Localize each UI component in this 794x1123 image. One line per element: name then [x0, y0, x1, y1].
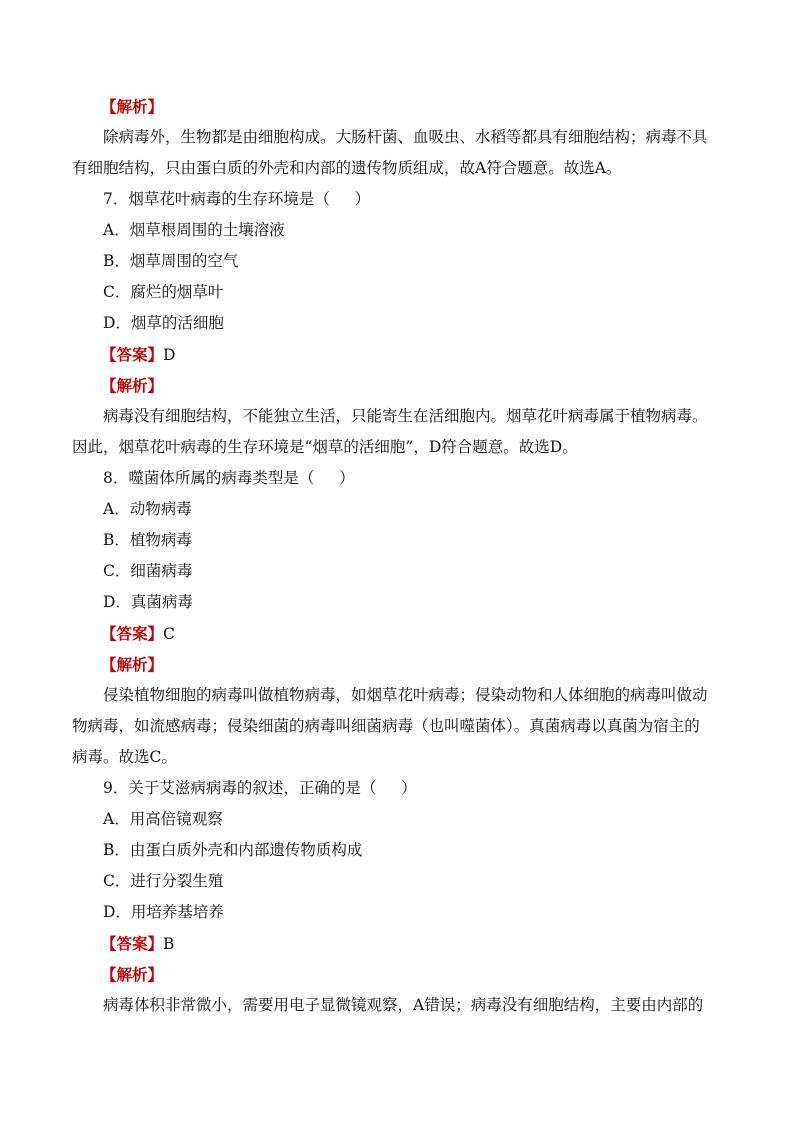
analysis-tag: 【解析】	[101, 97, 164, 116]
question-7-option-d: D．烟草的活细胞	[103, 314, 224, 332]
question-stem-close: ）	[401, 779, 417, 797]
question-9-stem	[72, 773, 732, 804]
question-9-analysis-tag-line	[72, 959, 732, 990]
answer-value: D	[163, 346, 176, 364]
analysis-tag: 【解析】	[101, 655, 164, 674]
analysis-text-line: 有细胞结构，只由蛋白质的外壳和内部的遗传物质组成，故A符合题意。故选A。	[72, 159, 622, 177]
question-8-option-a: A．动物病毒	[103, 500, 192, 518]
question-7-option-b: B．烟草周围的空气	[103, 252, 239, 270]
question-7-option-a: A．烟草根周围的土壤溶液	[103, 221, 285, 239]
question-stem-text: 8．噬菌体所属的病毒类型是（	[103, 469, 315, 487]
question-stem-text: 7．烟草花叶病毒的生存环境是（	[103, 190, 330, 208]
question-7-answer-line	[72, 339, 732, 370]
analysis-text-line: 侵染植物细胞的病毒叫做植物病毒，如烟草花叶病毒；侵染动物和人体细胞的病毒叫做动	[103, 686, 708, 704]
answer-value: C	[163, 625, 175, 643]
analysis-tag: 【解析】	[101, 965, 164, 984]
analysis-tag: 【解析】	[101, 376, 164, 395]
analysis-text-line: 病毒没有细胞结构，不能独立生活，只能寄生在活细胞内。烟草花叶病毒属于植物病毒。	[103, 407, 708, 425]
question-9-option-b: B．由蛋白质外壳和内部遗传物质构成	[103, 841, 363, 859]
analysis-text-line: 物病毒，如流感病毒；侵染细菌的病毒叫细菌病毒（也叫噬菌体）。真菌病毒以真菌为宿主的	[72, 717, 700, 735]
question-9-option-c: C．进行分裂生殖	[103, 872, 224, 890]
question-8-option-c: C．细菌病毒	[103, 562, 193, 580]
analysis-text-line: 病毒体积非常微小，需要用电子显微镜观察，A错误；病毒没有细胞结构，主要由内部的	[103, 996, 704, 1014]
analysis-text-line: 除病毒外，生物都是由细胞构成。大肠杆菌、血吸虫、水稻等都具有细胞结构；病毒不具	[103, 128, 708, 146]
question-9-option-a: A．用高倍镜观察	[103, 810, 223, 828]
question-stem-close: ）	[354, 190, 371, 208]
question-stem-close: ）	[339, 469, 355, 487]
answer-value: B	[163, 935, 175, 953]
question-7-analysis-tag-line	[72, 370, 732, 401]
analysis-tag-line	[72, 91, 732, 122]
question-8-stem	[72, 463, 732, 494]
question-8-analysis-tag-line	[72, 649, 732, 680]
question-9-option-d: D．用培养基培养	[103, 903, 224, 921]
question-9-answer-line	[72, 928, 732, 959]
answer-tag: 【答案】	[101, 934, 164, 953]
question-8-option-d: D．真菌病毒	[103, 593, 193, 611]
question-7-stem	[72, 184, 732, 215]
answer-tag: 【答案】	[101, 624, 164, 643]
answer-tag: 【答案】	[101, 345, 164, 364]
document-page	[72, 91, 732, 1021]
question-stem-text: 9．关于艾滋病病毒的叙述，正确的是（	[103, 779, 377, 797]
analysis-text-line: 病毒。故选C。	[72, 748, 177, 766]
question-8-option-b: B．植物病毒	[103, 531, 192, 549]
analysis-text-line: 因此，烟草花叶病毒的生存环境是“烟草的活细胞”，D符合题意。故选D。	[72, 438, 578, 456]
question-7-option-c: C．腐烂的烟草叶	[103, 283, 224, 301]
question-8-answer-line	[72, 618, 732, 649]
